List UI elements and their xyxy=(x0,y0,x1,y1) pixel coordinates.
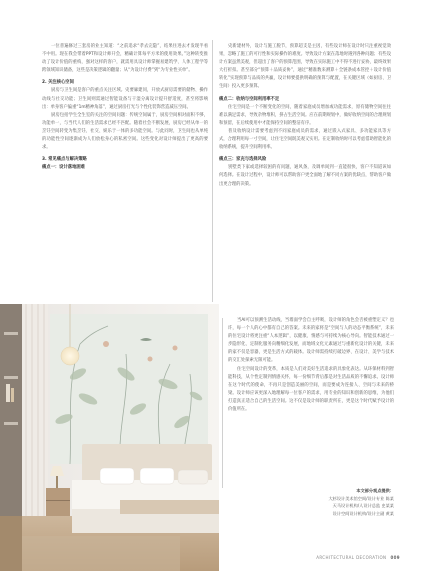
credits-line: 大杉设计美术馆空间/设计专业 陈某 xyxy=(328,495,394,501)
interior-photo xyxy=(0,304,219,571)
paragraph: 住宅空间设计的变革，本质是人们对美好生活追求的具象化表达。从环保材料到智能科技，从个性定制到情感关怀，每一份细节背后都是对生活品质的不懈追求。设计师在这个时代的使命，不再只是创造美丽的空间，而是要成为连接人、空间与未来的桥梁。设计师应该更深入地理解每一位客户的需求，用专业的知识和创新的思维，为他们打造真正适合自己的生活空间。这不仅是设计师的职责所在，更是这个时代赋予设计的价值所在。 xyxy=(228,366,394,413)
right-column xyxy=(219,43,391,189)
credits xyxy=(262,487,394,517)
heading: 痛点二：收纳与空间利用率不足 xyxy=(219,96,280,102)
page-number: 009 xyxy=(390,555,400,560)
boxed-text xyxy=(228,317,394,414)
paragraph: 当AI可以预测生活动线，当墙面学会自主呼吸，设计师的角色会否被重塑定义？也许，每一个人的心中都有自己的答案。未来的家将是“空间与人的动态平衡系统”，未来的住宅设计将更注重“人本逻辑”，以健康、情感与可持续为核心导向。智能技术通过一步隐形化、定制化服务向精细化发展，而地域文化元素通过与重新化设计的关键，未来的家不仅是容器，更是生活方式的载体。设计师需持续打破边界、在设计、美学与技术的交汇处探索无限可能。 xyxy=(228,318,394,364)
paragraph: 住宅空间是一个不断变化的空间，随着家庭成员增加或功能需求，原有储物空间往往难以满足需求，导致杂物堆积，挤占生活空间。应在前期规划中，做好收纳空间的合理规划和预留，在后续使用中才能保持空间的整洁有序。 xyxy=(219,104,391,126)
heading: 3. 常见痛点与解决策略 xyxy=(42,157,87,163)
heading: 痛点三：家充与选择风险 xyxy=(219,157,267,163)
magazine-name: ARCHITECTURAL DECORATION xyxy=(316,555,387,560)
credits-title: 本文部分观点提供： xyxy=(356,488,394,493)
boxed-text-rule xyxy=(222,318,223,488)
credits-line: 设计空间设计机构/设计主副 黄某 xyxy=(332,510,394,516)
heading: 痛点一：设计落地困难 xyxy=(42,165,85,171)
paragraph: 别墅类下家或选择较困的有问题，通风条，及调单间到一直能很快，客户不知道该如何选择。在设计过程中，设计师可以帮助客户更全面地了解不同方案的优缺点，帮助客户做出更合理的决策。 xyxy=(219,165,391,187)
paragraph: 普及收纳设计需要考虑到不同家庭成员的需求，通过嵌入式家具、多功能家具等方式，合理利用每一寸空间，让住宅空间既美观又实用。在定制收纳时可以考虑借助智能化的收纳系统，提升空间利用率。 xyxy=(219,128,391,151)
paragraph: 厨房包括学生全生室的关注的空间问题：传统空间属于，厨房空间相对面积不够，功能单一，与当代人们的生活需求已经不匹配。随着社会不断发展，厨房已经从单一的烹饪空间转变为集烹饪、社交、娱乐于一体的多功能空间。与此同时，卫生间也从单纯的功能性空间逐渐成为人们放松身心的私密空间。这些变化对设计师提出了更高的要求。 xyxy=(42,112,208,151)
page-footer xyxy=(300,555,400,560)
paragraph: 一位普遍修过三套房的业主知道：“之前追求“孝去完隐”，结果住进去才发现半看不中用。现在我会带着PPT和设计师开会，精确计算每平方米的使用效果。”这种转变推动了设计价值的重构，强对这样的客户，就需用具设计师掌握易建筑学、人体工程学等跨领域知识储备，这些是决策逻辑的翻量；从“为设计付费”到“为专业性买单”。 xyxy=(42,44,208,74)
paragraph: 厨房与卫生间是客户的重点关注区域。史要廊建同，开放式厨房需要的储物、操作动线与社交功能；卫生间则需通过智能设备与干湿分离设计提升舒适度，甚至将影响出：单身客户偏重“1m精神角落”，通过厨房打光与个性化装饰营造减压空间。 xyxy=(42,88,208,110)
column-divider xyxy=(212,40,213,302)
credits-line: 天马设计机构/人设计总监 史某某 xyxy=(332,503,394,509)
paragraph: 史新建材外，设计与施工脱节，预算超支是主因，有些设计师在设计时只注重视觉效果，忽略了施工的可行性和实际操作的难度。导致设计方案在落地时遇到各种问题；有些设计方案虽然美观，但超出了客户的预算范围，导致在实际施工中不得不进行妥协，最终效果大打折扣。甚至部分“预算＋品质妥协”，通过“精准数来测算＋全链条成本管控＋设计价值转化”实现预算与品质的共赢，设计师要提供明确的预算与配置，在关键区域（如厨房、卫生间）投入更多预算。 xyxy=(219,44,391,90)
left-column xyxy=(42,43,208,172)
heading: 2. 关注核心空间 xyxy=(42,80,74,86)
